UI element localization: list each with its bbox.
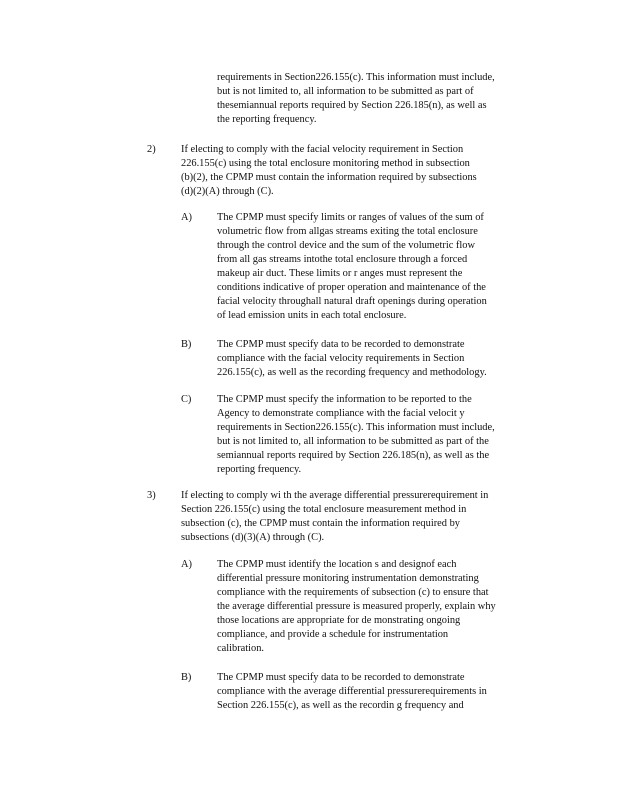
text-line: (b)(2), the CPMP must contain the information required by subsections bbox=[181, 172, 477, 183]
paragraph-item-2-b bbox=[217, 338, 487, 380]
paragraph-item-2-c bbox=[217, 393, 495, 477]
paragraph-item-3-b bbox=[217, 671, 487, 713]
paragraph-continuation bbox=[217, 71, 495, 127]
text-line: compliance with the average differential pressurerequirements in bbox=[217, 686, 487, 697]
text-line: differential pressure monitoring instrumentation demonstrating bbox=[217, 573, 479, 584]
text-line: those locations are appropriate for de monstrating ongoing bbox=[217, 615, 461, 626]
text-line: from all gas streams intothe total enclosure through a forced bbox=[217, 254, 468, 265]
text-line: If electing to comply wi th the average differential pressurerequirement in bbox=[181, 490, 489, 501]
text-line: compliance, and provide a schedule for instrumentation bbox=[217, 629, 449, 640]
text-line: The CPMP must specify limits or ranges of values of the sum of bbox=[217, 212, 484, 223]
text-line: The CPMP must specify data to be recorded to demonstrate bbox=[217, 672, 465, 683]
text-line: thesemiannual reports required by Section 226.185(n), as well as bbox=[217, 100, 487, 111]
text-line: requirements in Section226.155(c). This information must include, bbox=[217, 72, 495, 83]
text-line: volumetric flow from allgas streams exiting the total enclosure bbox=[217, 226, 478, 237]
text-line: the average differential pressure is measured properly, explain why bbox=[217, 601, 496, 612]
text-line: 226.155(c) using the total enclosure monitoring method in subsection bbox=[181, 158, 470, 169]
text-line: Section 226.155(c) using the total enclosure measurement method in bbox=[181, 504, 467, 515]
subitem-letter: B) bbox=[181, 339, 192, 350]
subitem-letter: C) bbox=[181, 394, 192, 405]
text-line: facial velocity throughall natural draft openings during operation bbox=[217, 296, 487, 307]
text-line: subsections (d)(3)(A) through (C). bbox=[181, 532, 325, 543]
text-line: calibration. bbox=[217, 643, 265, 654]
text-line: compliance with the requirements of subsection (c) to ensure that bbox=[217, 587, 489, 598]
text-line: requirements in Section226.155(c). This information must include, bbox=[217, 422, 495, 433]
subitem-letter: A) bbox=[181, 559, 192, 570]
item-number: 3) bbox=[147, 490, 156, 501]
text-line: makeup air duct. These limits or r anges must represent the bbox=[217, 268, 463, 279]
item-number: 2) bbox=[147, 144, 156, 155]
text-line: The CPMP must identify the location s and designof each bbox=[217, 559, 457, 570]
text-line: The CPMP must specify data to be recorded to demonstrate bbox=[217, 339, 465, 350]
paragraph-item-2 bbox=[181, 143, 477, 199]
text-line: 226.155(c), as well as the recording frequency and methodology. bbox=[217, 367, 487, 378]
text-line: subsection (c), the CPMP must contain the information required by bbox=[181, 518, 460, 529]
text-line: but is not limited to, all information to be submitted as part of the bbox=[217, 436, 489, 447]
text-line: compliance with the facial velocity requirements in Section bbox=[217, 353, 465, 364]
text-line: conditions indicative of proper operation and maintenance of the bbox=[217, 282, 486, 293]
text-line: If electing to comply with the facial velocity requirement in Section bbox=[181, 144, 464, 155]
paragraph-item-2-a bbox=[217, 211, 487, 323]
text-line: Agency to demonstrate compliance with the facial velocit y bbox=[217, 408, 465, 419]
text-line: through the control device and the sum of the volumetric flow bbox=[217, 240, 475, 251]
text-line: (d)(2)(A) through (C). bbox=[181, 186, 274, 197]
subitem-letter: B) bbox=[181, 672, 192, 683]
text-line: Section 226.155(c), as well as the recordin g frequency and bbox=[217, 700, 464, 711]
paragraph-item-3-a bbox=[217, 558, 496, 656]
subitem-letter: A) bbox=[181, 212, 192, 223]
paragraph-item-3 bbox=[181, 489, 488, 545]
text-line: The CPMP must specify the information to be reported to the bbox=[217, 394, 472, 405]
text-line: but is not limited to, all information to be submitted as part of bbox=[217, 86, 474, 97]
text-line: semiannual reports required by Section 226.185(n), as well as the bbox=[217, 450, 490, 461]
text-line: the reporting frequency. bbox=[217, 114, 317, 125]
text-line: reporting frequency. bbox=[217, 464, 302, 475]
text-line: of lead emission units in each total enclosure. bbox=[217, 310, 407, 321]
